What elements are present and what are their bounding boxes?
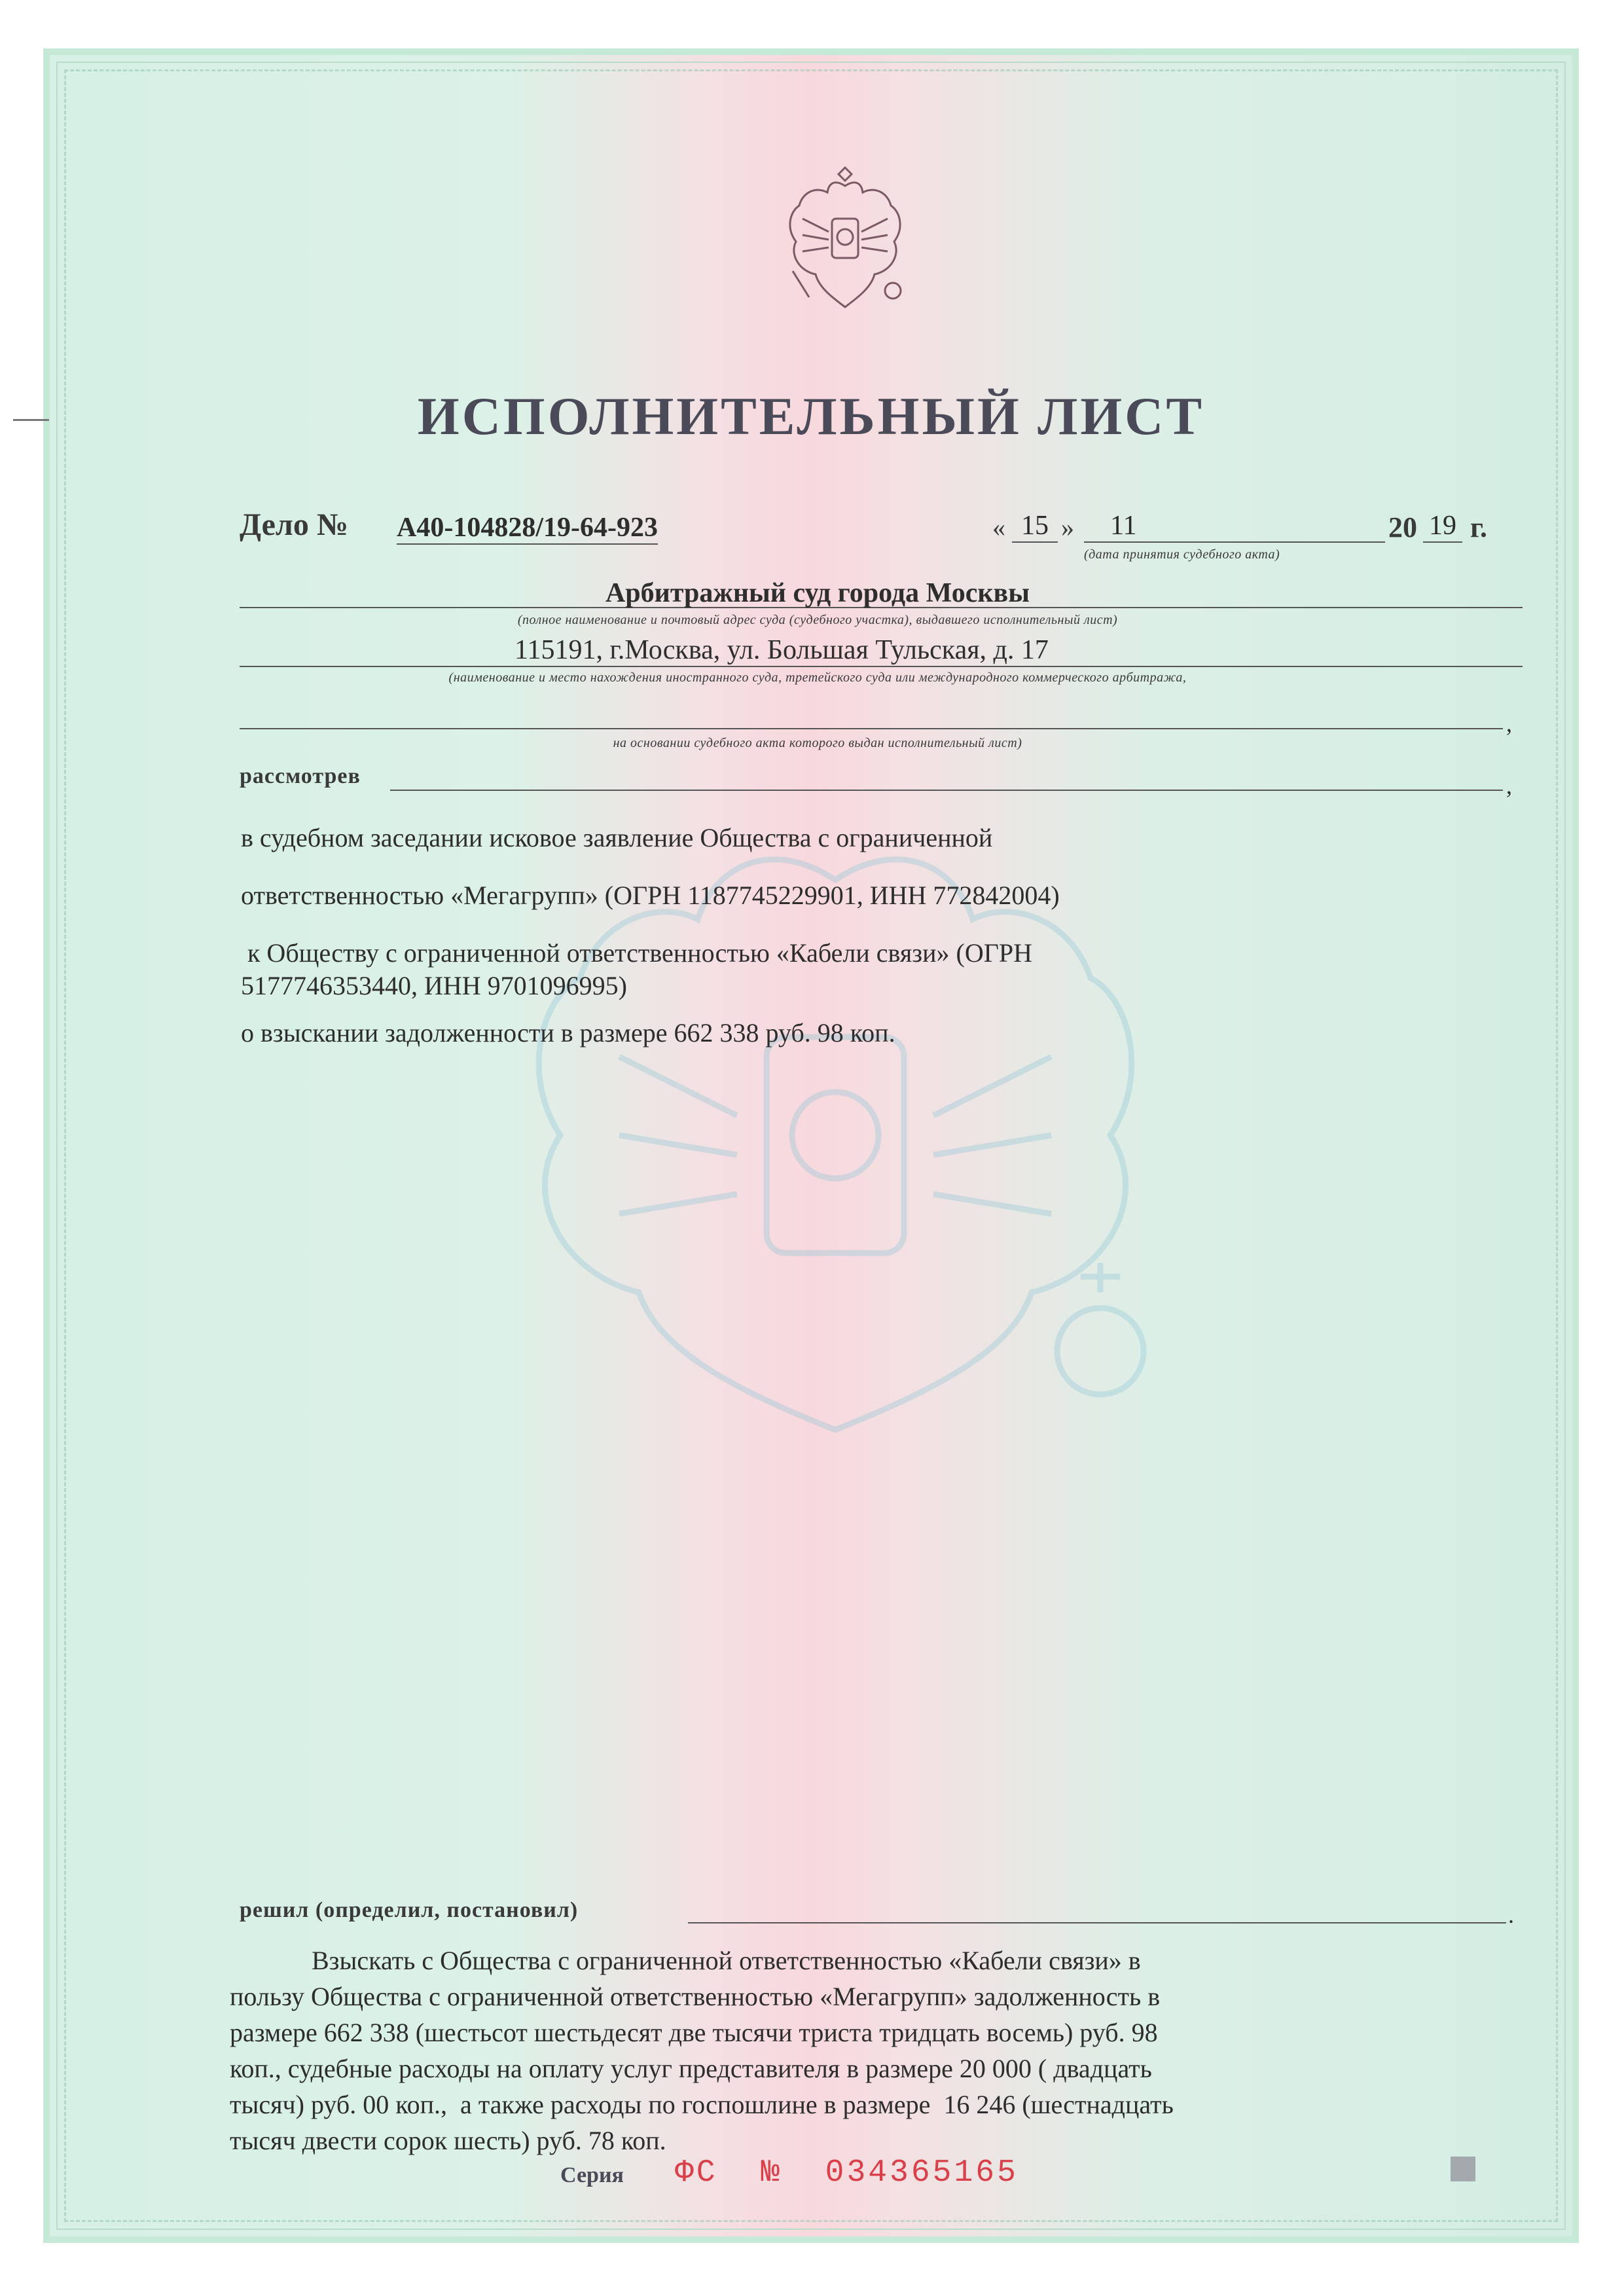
document-sheet <box>43 48 1579 2243</box>
court-address-line <box>240 666 1523 667</box>
case-label: Дело <box>240 507 309 542</box>
case-label-group <box>240 507 348 543</box>
considered-line <box>390 790 1503 791</box>
blank-line-comma: , <box>1506 710 1512 737</box>
date-year-prefix: 20 <box>1388 511 1417 543</box>
court-name: Арбитражный суд города Москвы <box>605 578 1030 608</box>
considered-line-4: 5177746353440, ИНН 9701096995) <box>241 971 627 1000</box>
date-day: 15 <box>1012 510 1058 543</box>
date-year-suffix: 19 <box>1423 510 1462 543</box>
considered-comma: , <box>1506 773 1512 799</box>
date-open-quote: « <box>992 513 1005 542</box>
considered-label: рассмотрев <box>240 764 361 788</box>
decision-line-2: пользу Общества с ограниченной ответственностью «Мегагрупп» задолженность в <box>230 1982 1161 2011</box>
date-month: 11 <box>1084 510 1385 543</box>
corner-mark <box>1451 2157 1475 2181</box>
date-close-quote: » <box>1061 513 1074 542</box>
date-year-unit: г. <box>1470 511 1488 543</box>
case-number-sign: № <box>316 507 349 542</box>
blank-line <box>240 728 1503 729</box>
decision-line-5: тысяч) руб. 00 коп., а также расходы по госпошлине в размере 16 246 (шестнадцать <box>230 2090 1174 2119</box>
decision-line-3: размере 662 338 (шестьсот шестьдесят две тысячи триста тридцать восемь) руб. 98 <box>230 2018 1158 2047</box>
decision-line-1: Взыскать с Общества с ограниченной ответственностью «Кабели связи» в <box>312 1946 1141 1975</box>
decision-line <box>688 1922 1506 1923</box>
series-code: ФС № 034365165 <box>675 2155 1019 2191</box>
court-name-caption: (полное наименование и почтовый адрес суда (судебного участка), выдавшего исполнительный лист) <box>517 613 1118 627</box>
court-address: 115191, г.Москва, ул. Большая Тульская, д. 17 <box>514 635 1049 665</box>
date-caption: (дата принятия судебного акта) <box>1084 547 1280 562</box>
considered-line-3: к Обществу с ограниченной ответственностью «Кабели связи» (ОГРН <box>241 938 1032 968</box>
coat-of-arms-icon <box>776 166 914 317</box>
considered-line-2: ответственностью «Мегагрупп» (ОГРН 1187745229901, ИНН 772842004) <box>241 881 1060 910</box>
margin-mark <box>13 419 49 421</box>
decision-line-6: тысяч двести сорок шесть) руб. 78 коп. <box>230 2126 666 2155</box>
series-label: Серия <box>560 2163 624 2187</box>
case-number: А40-104828/19-64-923 <box>397 512 658 545</box>
decision-line-4: коп., судебные расходы на оплату услуг представителя в размере 20 000 ( двадцать <box>230 2054 1152 2083</box>
document-title: ИСПОЛНИТЕЛЬНЫЙ ЛИСТ <box>417 386 1205 446</box>
decision-label: решил (определил, постановил) <box>240 1898 579 1922</box>
decision-period: . <box>1508 1902 1514 1928</box>
foreign-court-caption: (наименование и место нахождения иностранного суда, третейского суда или международного коммерческого арбитража, <box>448 670 1187 685</box>
considered-line-5: о взыскании задолженности в размере 662 338 руб. 98 коп. <box>241 1018 895 1048</box>
basis-caption: на основании судебного акта которого выдан исполнительный лист) <box>613 736 1022 750</box>
considered-line-1: в судебном заседании исковое заявление Общества с ограниченной <box>241 823 993 852</box>
